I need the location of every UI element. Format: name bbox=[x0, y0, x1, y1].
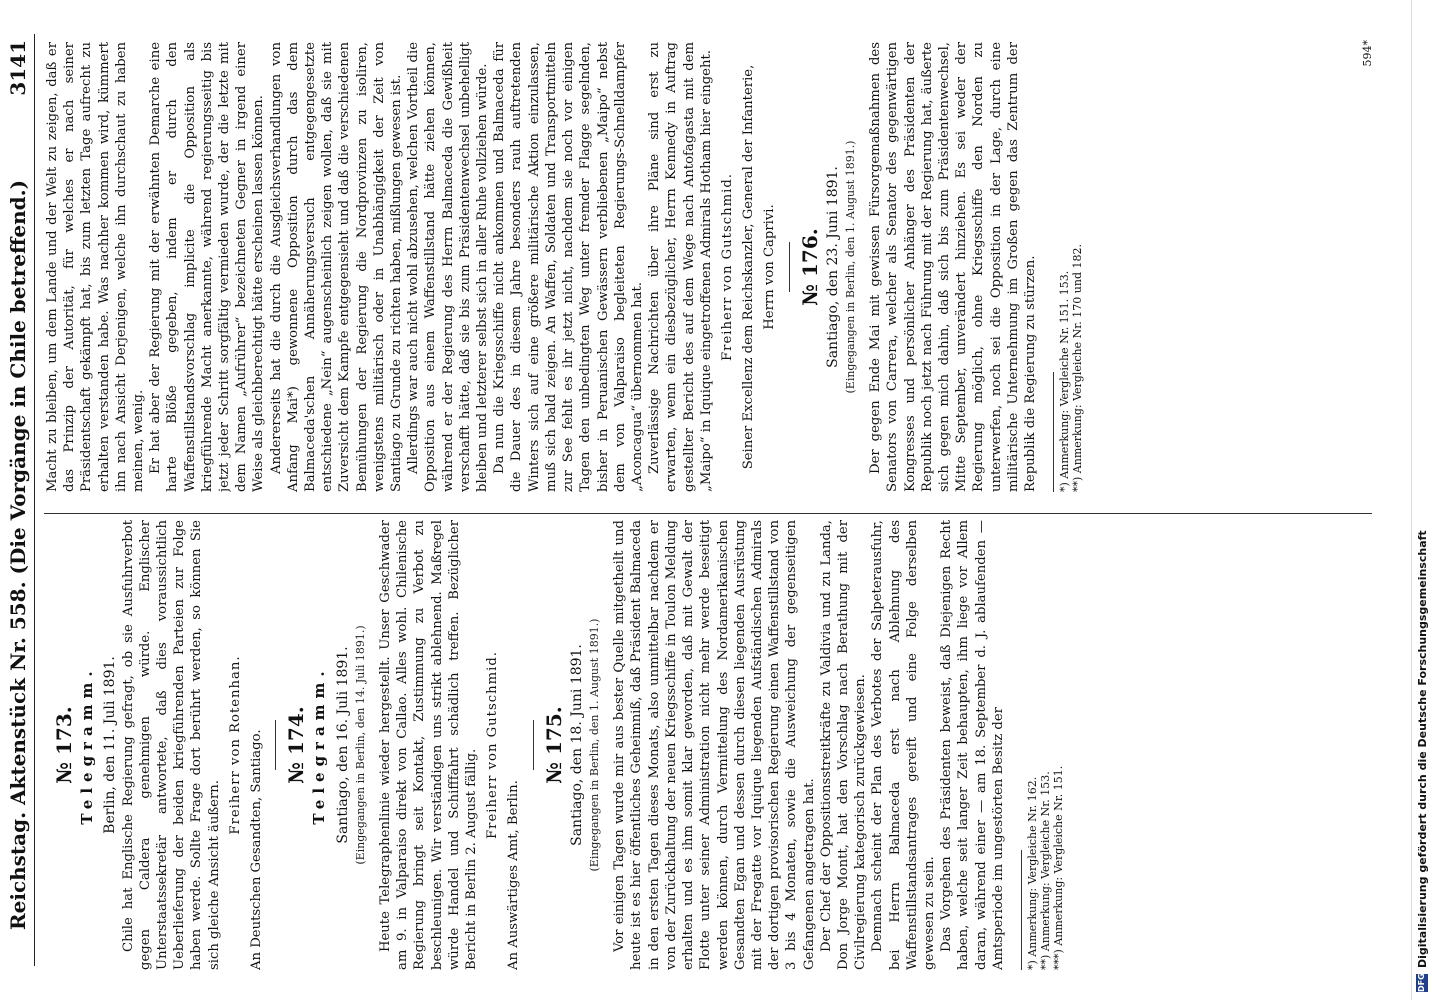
doc-signature: Freiherr von Gutschmid. bbox=[485, 651, 501, 839]
dfg-logo-icon: DFG bbox=[1417, 973, 1426, 992]
doc-signature: Freiherr von Rotenhan. bbox=[227, 655, 243, 835]
doc-date: Santiago, den 16. Juli 1891. bbox=[334, 646, 351, 844]
doc-received: (Eingegangen in Berlin, den 1. August 1891.) bbox=[588, 618, 602, 872]
column-divider bbox=[44, 513, 1372, 514]
doc-body: Der Chef der Oppositionsstreitkräfte zu Valdivia und zu Landa, Don Jorge Montt, hat den Vorschlag nach Berathung mit der Civilregierung kategorisch zurückgewiesen. bbox=[818, 520, 869, 970]
doc-body: Andererseits hat die durch die Ausgleichsverhandlungen von Anfang Mai*) gewonnene Opposition durch das dem Balmaceda'schen Annäherungsversuch entgegengesetzte entschiedene „Nein“ augenscheinlich zeigen wollen, daß sie mit Zuversicht dem Kampfe entgegensieht und daß die verschiedenen Bemühungen der Regierung die Nordprovinzen zu isoliren, wenigstens militärisch oder in Unabhängigkeit der Zeit von Santiago zu Grunde zu richten haben, mißlungen gewesen ist. bbox=[268, 42, 405, 492]
doc-heading: Telegramm. bbox=[310, 665, 329, 825]
footnote-rule bbox=[1053, 372, 1054, 492]
doc-body: Das Vorgehen des Präsidenten beweist, daß Diejenigen Recht haben, welche seit langer Zeit behaupten, ihm liege vor Allem daran, während einer — am 18. September d. J. ablaufenden — Amtsperiode im ungestörten Besitz der bbox=[939, 520, 1006, 970]
digitization-footer bbox=[1411, 0, 1432, 1000]
right-column bbox=[44, 42, 1392, 492]
doc-addressee: Herrn von Caprivi. bbox=[762, 204, 778, 330]
doc-date: Santiago, den 18. Juni 1891. bbox=[568, 644, 585, 846]
footnote: *) Anmerkung: Vergleiche Nr. 151. 153. bbox=[1058, 270, 1072, 492]
doc-addressee: An Auswärtiges Amt, Berlin. bbox=[506, 780, 522, 970]
doc-body: Heute Telegraphenlinie wieder hergestellt. Unser Geschwader am 9. in Valparaiso direkt von Callao. Alles wohl. Chilenische Regierung bringt seit Kontakt, Zustimmung zu Verbot zu beschleunigen. Wir verständigen uns strikt ablehnend. Maßregel würde Handel und Schifffahrt schädlich treffen. Bezüglicher Bericht in Berlin 2. August fällig. bbox=[378, 520, 480, 970]
footnote: **) Anmerkung: Vergleiche Nr. 170 und 182. bbox=[1071, 244, 1085, 492]
footer-text: Digitalisierung gefördert durch die Deutsche Forschungsgemeinschaft bbox=[1415, 530, 1429, 968]
doc-addressee: An Deutschen Gesandten, Santiago. bbox=[249, 729, 265, 970]
left-column bbox=[44, 520, 1392, 970]
doc-body: Er hat aber der Regierung mit der erwähnten Demarche eine harte Blöße gegeben, indem er durch den Waffenstillstandsvorschlag implicite die Opposition als kriegführende Macht anerkannte, während regierungsseitig bis jetzt jeder Schritt sorgfältig vermieden wurde, der die letzte mit dem Namen „Aufrührer“ bezeichneten Gegner in irgend einer Weise als gleichberechtigt hätte erscheinen lassen können. bbox=[148, 42, 267, 492]
doc-body: Macht zu bleiben, um dem Lande und der Welt zu zeigen, daß er das Prinzip der Autorität, für welches er nach seiner Präsidentschaft gekämpft hat, bis zum letzten Tage aufrecht zu erhalten verstanden habe. Was nachher kommen wird, kümmert ihn nach Ansicht Derjenigen, welche ihn durchschaut zu haben meinen, wenig. bbox=[45, 42, 147, 492]
doc-heading: Telegramm. bbox=[78, 665, 97, 825]
doc-signature: Freiherr von Gutschmid. bbox=[719, 173, 735, 361]
footnote: ***) Anmerkung: Vergleiche Nr. 151. bbox=[1051, 765, 1065, 970]
doc-number: № 173. bbox=[52, 706, 76, 784]
separator bbox=[275, 720, 276, 770]
running-header bbox=[0, 40, 30, 930]
doc-body: Chile hat Englische Regierung gefragt, ob sie Ausfuhrverbot gegen Caldera genehmigen würde. Englischer Unterstaatssekretär antwortete, daß dies voraussichtlich Ueberlieferung der beiden kriegführenden Parteien zur Folge haben werde. Sollte Frage dort berührt werden, so können Sie sich gleiche Ansicht äußern. bbox=[120, 520, 222, 970]
doc-addressee: Seiner Excellenz dem Reichskanzler, General der Infanterie, bbox=[741, 64, 757, 470]
doc-date: Berlin, den 11. Juli 1891. bbox=[102, 656, 119, 834]
doc-date: Santiago, den 23. Juni 1891. bbox=[824, 166, 841, 368]
header-title: Reichstag. Aktenstück Nr. 558. (Die Vorgänge in Chile betreffend.) bbox=[6, 179, 30, 930]
separator bbox=[789, 242, 790, 292]
doc-body: Demnach scheint der Plan des Verbotes der Salpeterausfuhr, bei Herrn Balmaceda erst nach Ablehnung des Waffenstillstandsantrages gereift und eine Folge derselben gewesen zu sein. bbox=[870, 520, 937, 970]
doc-number: № 174. bbox=[284, 706, 309, 784]
footnote: **) Anmerkung: Vergleiche Nr. 153. bbox=[1038, 771, 1052, 970]
doc-body: Vor einigen Tagen wurde mir aus bester Quelle mitgetheilt und heute ist es hier öffentliches Geheimniß, daß Präsident Balmaceda in den ersten Tagen dieses Monats, also unmittelbar nachdem er von der Zurückhaltung der neuen Kriegsschiffe in Toulon Meldung erhalten und es ihm somit klar geworden, daß mit Gewalt der Flotte unter seiner Administration nicht mehr werde beseitigt werden können, durch Vermittelung des Nordamerikanischen Gesandten Egan und dessen durch diesen liegenden Ausrüstung mit der Fregatte vor Iquique liegenden Aufständischen Admirals der dortigen provisorischen Regierung einen Waffenstillstand von 3 bis 4 Monaten, sowie die Ausweichung der gegenseitigen Gefangenen angetragen hat. bbox=[612, 520, 817, 970]
doc-number: № 176. bbox=[797, 228, 822, 306]
separator bbox=[533, 720, 534, 770]
page-signature-mark: 594* bbox=[1361, 40, 1374, 67]
doc-received: (Eingegangen in Berlin, den 14. Juli 1891.) bbox=[353, 625, 367, 865]
footnote: *) Anmerkung: Vergleiche Nr. 162. bbox=[1025, 776, 1039, 970]
header-rule bbox=[34, 34, 35, 966]
page-number: 3141 bbox=[6, 40, 30, 96]
footnote-rule bbox=[1021, 850, 1022, 970]
doc-number: № 175. bbox=[541, 706, 566, 784]
doc-received: (Eingegangen in Berlin, den 1. August 1891.) bbox=[843, 140, 857, 394]
doc-body: Allerdings war auch nicht wohl abzusehen, welchen Vortheil die Opposition aus einem Waffenstillstand hätte ziehen können, während er der Regierung des Herrn Balmaceda die Gewißheit verschafft hätte, daß sie bis zum Präsidentenwechsel unbehelligt bleiben und letzterer selbst sich in aller Ruhe vollziehen würde. bbox=[406, 42, 491, 492]
doc-body: Zuverlässige Nachrichten über ihre Pläne sind erst zu erwarten, wenn ein diesbezüglicher, Herrn Kennedy in Auftrag gestellter Bericht des auf dem Wege nach Antofagasta mit dem „Maipo“ in Iquique eingetroffenen Admirals Hotham hier eingeht. bbox=[647, 42, 714, 492]
doc-body: Da nun die Kriegsschiffe nicht ankommen und Balmaceda für die Dauer des in diesem Jahre besonders rauh auftretenden Winters sich auf eine größere militärische Aktion einzulassen, muß sich bald zeigen. An Waffen, Soldaten und Transportmitteln zur See fehlt es ihr jetzt nicht, nachdem sie noch vor einigen Tagen den unbedingten Weg unter fremder Flagge segelnden, bisher in Peruanischen Gewässern verbliebenen „Maipo“ nebst dem von Valparaiso begleiteten Regierungs-Schnelldampfer „Aconcagua“ übernommen hat. bbox=[492, 42, 645, 492]
doc-body: Der gegen Ende Mai mit gewissen Fürsorgemaßnahmen des Senators von Carrera, welcher als Senator des gegenwärtigen Kongresses und persönlicher Anhänger des Präsidenten der Republik noch jetzt nach Führung mit der Regierung hat, äußerte sich gegen mich dahin, daß sich bis zum Präsidentenwechsel, Mitte September, unverändert hinziehen. Es sei weder der Regierung möglich, ohne Kriegsschiffe den Norden zu unterwerfen, noch sei die Opposition in der Lage, durch eine militärische Unternehmung im Großen gegen das Zentrum der Republik die Regierung zu stürzen. bbox=[868, 42, 1038, 492]
